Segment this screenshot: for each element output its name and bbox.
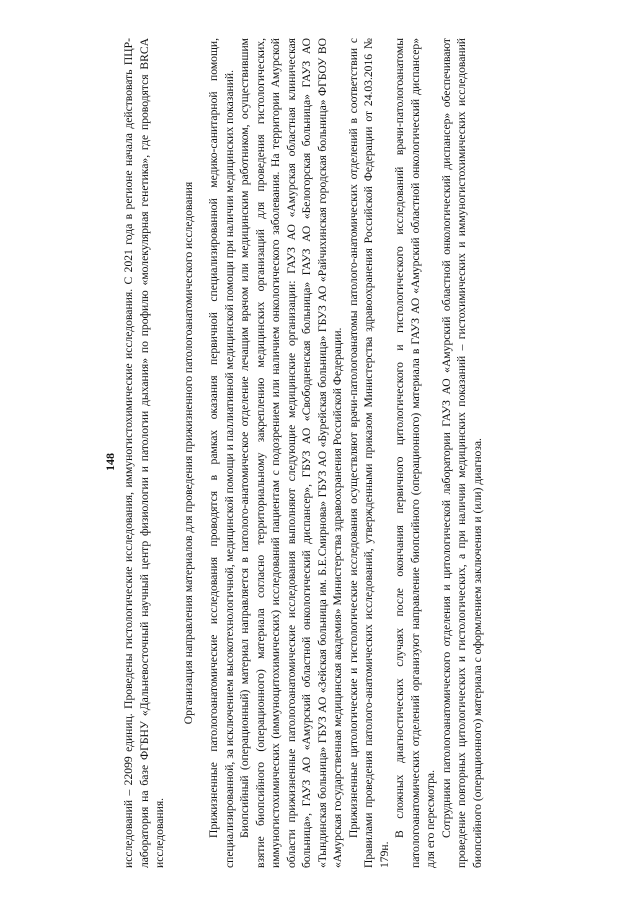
paragraph-brca: исследований – 22099 единиц. Проведены гистологические исследования, иммуногистохимические исследования. С 2021 года в регионе начала действовать ПЦР-лаборатория на базе ФГБНУ «Дальневосточный научный центр физиологии и патологии дыхания» по профилю «молекулярная генетика», где проводятся BRCA исследования.	[122, 38, 166, 868]
paragraph-scope: Прижизненные патологоанатомические исследования проводятся в рамках оказания первичной специализированной медико-санитарной помощи, специализированной, за исключением высокотехнологичной, медицинской помощи и паллиативной медицинской помощи при наличии медицинских показаний.	[207, 38, 236, 868]
rotated-document-page	[95, 38, 545, 868]
paragraph-repeat-studies: Сотрудники патологоанатомического отделения и цитологической лаборатории ГАУЗ АО «Амурский областной онкологический диспансер» обеспечивают проведение повторных цитологических и гистологических, а при наличии медицинских показаний – гистохимических и иммуногистохимических исследований биопсийного (операционного) материала с оформлением заключения и (или) диагноза.	[439, 38, 484, 868]
document-body	[121, 38, 485, 868]
section-heading: Организация направления материалов для проведения прижизненного патологоанатомического исследования	[181, 181, 195, 725]
paragraph-pathologists: Прижизненные цитологические и гистологические исследования осуществляют врачи-патологоанатомы патолого-анатомических отделений в соответствии с Правилами проведения патолого-анатомических исследований, утвержденными приказом Министерства здравоохранения Российской Федерации от 24.03.2016 № 179н.	[346, 38, 391, 868]
page-number: 148	[103, 453, 117, 471]
paragraph-complex-cases: В сложных диагностических случаях после окончания первичного цитологического и гистологического исследований врачи-патологоанатомы патологоанатомических отделений организуют направление биопсийного (операционного) материала в ГАУЗ АО «Амурский областной онкологический диспансер» для его пересмотра.	[393, 38, 437, 868]
paragraph-biopsy-material: Биопсийный (операционный) материал направляется в патолого-анатомическое отделение лечащим врачом или медицинским работником, осуществившим взятие биопсийного (операционного) материала согласно территориальному закреплению медицинских организаций для проведения гистологических, иммуногистохимических (иммуноцитохимических) исследований пациентам с подозрением или наличием онкологического заболевания. На территории Амурской области прижизненные патологоанатомические исследования выполняют следующие медицинские организации: ГАУЗ АО «Амурская областная клиническая больница», ГАУЗ АО «Амурский областной онкологический диспансер», ГБУЗ АО «Свободненская больница» ГАУЗ АО «Белогорская больница» ГАУЗ АО «Тындинская больница» ГБУЗ АО «Зейская больница им. Б.Е.Смирнова» ГБУЗ АО «Бурейская больница» ГБУЗ АО «Райчихинская городская больница» ФГБОУ ВО «Амурская государственная медицинская академия» Министерства здравоохранения Российской Федерации.	[238, 38, 344, 868]
